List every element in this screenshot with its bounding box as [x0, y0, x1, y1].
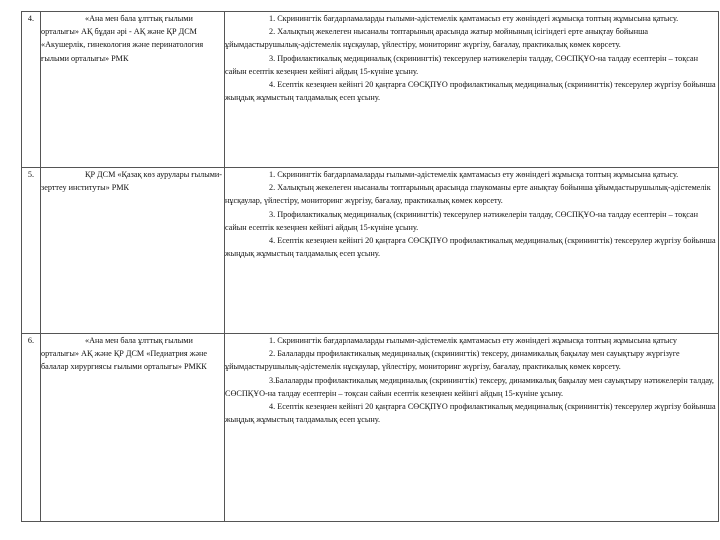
organization-name: «Ана мен бала ұлттық ғылыми орталығы» АҚ және ҚР ДСМ «Педиатрия және балалар хирургиясы ғылыми орталығы» РМКК [41, 336, 208, 372]
organization-cell [41, 12, 225, 168]
row-number: 6. [22, 334, 41, 522]
organization-name: ҚР ДСМ «Қазақ көз аурулары ғылыми-зерттеу институты» РМК [41, 170, 222, 193]
table-row [22, 334, 719, 522]
task-item: 1. Скринингтік бағдарламаларды ғылыми-әдістемелік қамтамасыз ету жөніндегі жұмысқа топтың жұмысына қатысу [269, 336, 677, 345]
task-item: 3. Профилактикалық медициналық (скринингтік) тексерулер нәтижелерін талдау, СӨСПҚҰО-на талдау есептерін – тоқсан сайын есептік кезеңнен кейінгі айдың 15-күніне ұсыну. [225, 53, 699, 76]
task-item: 2. Халықтың жекелеген нысаналы топтарының арасында жатыр мойнының ісігіндегі ерте анықтау бойынша ұйымдастырушылық-әдістемелік нұсқаулар, үйлестіру, мониторинг жүргізу, бағалау, практикалық көмек көрсету. [225, 27, 649, 50]
table-row [22, 12, 719, 168]
table-row [22, 168, 719, 334]
organization-name: «Ана мен бала ұлттық ғылыми орталығы» АҚ бұдан әрі - АҚ және ҚР ДСМ «Акушерлік, гинекология және перинатология ғылыми орталығы» РМК [41, 14, 204, 63]
row-number: 5. [22, 168, 41, 334]
row-number: 4. [22, 12, 41, 168]
task-item: 2. Халықтың жекелеген нысаналы топтарының арасында глаукоманы ерте анықтау бойынша ұйымдастырушылық-әдістемелік нұсқаулар, үйлестіру, мониторинг жүргізу, бағалау, практикалық көмек көрсету. [225, 183, 711, 206]
task-item: 2. Балаларды профилактикалық медициналық (скринингтік) тексеру, динамикалық бақылау мен сауықтыру жүргізуге ұйымдастырушылық-әдістемелік нұсқаулар, үйлестіру, мониторинг жүргізу, бағалау, практикалық көмек көрсету. [225, 349, 680, 372]
task-item: 1. Скринингтік бағдарламаларды ғылыми-әдістемелік қамтамасыз ету жөніндегі жұмысқа топтың жұмысына қатысу. [269, 14, 679, 23]
tasks-cell [225, 12, 719, 168]
organization-cell [41, 334, 225, 522]
tasks-cell [225, 168, 719, 334]
task-item: 4. Есептік кезеңнен кейінгі 20 қаңтарға СӨСҚПҰО профилактикалық медициналық (скринингтік) тексерулер жүргізу бойынша жыңдық жұмыстың талдамалық есеп ұсыну. [225, 402, 716, 425]
responsibilities-table [21, 11, 719, 522]
task-item: 4. Есептік кезеңнен кейінгі 20 қаңтарға СӨСҚПҰО профилактикалық медициналық (скринингтік) тексерулер жүргізу бойынша жыңдық жұмыстың талдамалық есеп ұсыну. [225, 236, 716, 259]
task-item: 3. Профилактикалық медициналық (скринингтік) тексерулер нәтижелерін талдау, СӨСПҚҰО-на талдау есептерін – тоқсан сайын есептік кезеңнен кейінгі айдың 15-күніне ұсыну. [225, 209, 699, 232]
task-item: 3.Балаларды профилактикалық медициналық (скринингтік) тексеру, динамикалық бақылау мен сауықтыру нәтижелерін талдау, СӨСПҚҰО-на талдау есептерін – тоқсан сайын есептік кезеңнен кейінгі айдың 15-күніне ұсыну. [225, 375, 714, 398]
tasks-cell [225, 334, 719, 522]
task-item: 1. Скринингтік бағдарламаларды ғылыми-әдістемелік қамтамасыз ету жөніндегі жұмысқа топтың жұмысына қатысу. [269, 170, 679, 179]
task-item: 4. Есептік кезеңнен кейінгі 20 қаңтарға СӨСҚПҰО профилактикалық медициналық (скринингтік) тексерулер жүргізу бойынша жыңдық жұмыстың талдамалық есеп ұсыну. [225, 80, 716, 103]
organization-cell [41, 168, 225, 334]
